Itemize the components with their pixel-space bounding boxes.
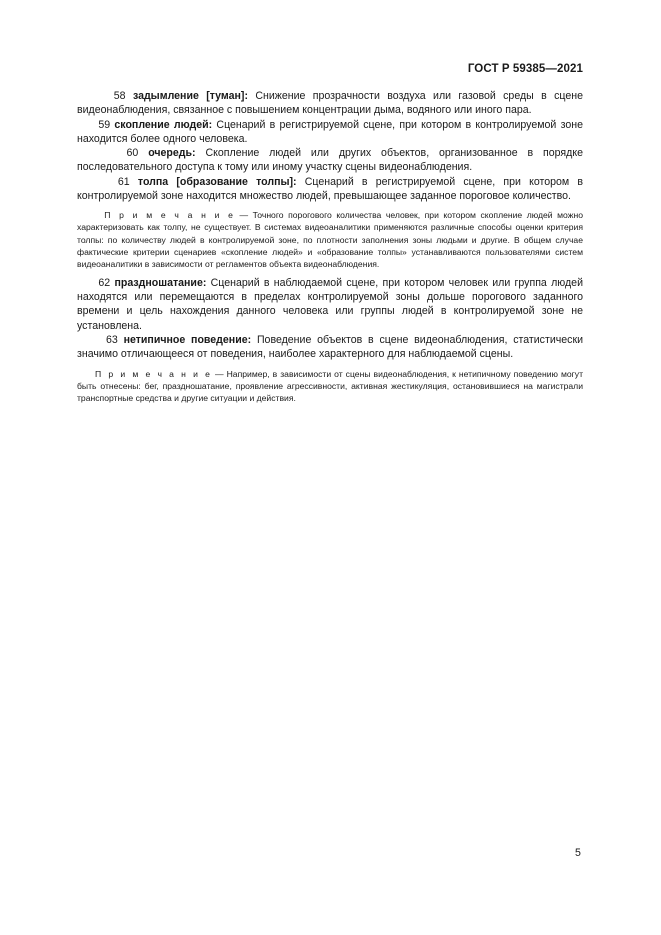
entry-number: 60 [126, 147, 139, 160]
definition-63 [77, 333, 583, 362]
entry-number: 62 [98, 276, 111, 289]
definition-59 [77, 118, 583, 147]
entry-number: 61 [117, 175, 130, 188]
definition-60 [77, 146, 583, 175]
entry-text: Поведение объектов в сцене видеонаблюдения, статистически значимо отличающееся от поведения, наиболее характерного для наблюдаемой сцены. [77, 334, 583, 361]
entry-text: Сценарий в регистрируемой сцене, при котором в контролируемой зоне находится множество людей, превышающее заданное пороговое количество. [77, 175, 583, 203]
entry-text: Сценарий в наблюдаемой сцене, при котором человек или группа людей находятся или перемещаются в пределах контролируемой зоны дольше порогового заданного времени и цель нахождения данного человека или группы людей в контролируемой зоне не установлена. [77, 276, 583, 332]
entry-term: толпа [образование толпы]: [137, 175, 297, 188]
note-text: — Например, в зависимости от сцены видеонаблюдения, к нетипичному поведению могут быть отнесены: бег, праздношатание, проявление агрессивности, активная жестикуляция, остановившиеся на магистрали транспортные средства и другие ситуации и действия. [77, 368, 584, 403]
definition-58 [77, 89, 583, 118]
entry-term: скопление людей: [114, 118, 213, 131]
entry-text: Скопление людей или других объектов, организованное в порядке последовательного доступа к тому или иному участку сцены видеонаблюдения. [77, 147, 583, 174]
note-text: — Точного порогового количества человек, при котором скопление людей можно характеризовать как толпу, не существует. В системах видеоаналитики применяются различные способы оценки критерия толпы: по количеству людей в контролируемой зоне, по плотности заполнения зоны людьми и другие. В общем случае фактические критерии сценариев «скопление людей» и «образование толпы» устанавливаются пользователями систем видеоаналитики в зависимости от регламентов объекта видеонаблюдения. [77, 210, 584, 269]
note-label: П р и м е ч а н и е [95, 368, 212, 379]
entry-text: Сценарий в регистрируемой сцене, при котором в контролируемой зоне находится более одного человека. [77, 118, 583, 145]
definition-61 [77, 175, 583, 204]
entry-number: 59 [98, 118, 111, 131]
document-header: ГОСТ Р 59385—2021 [467, 63, 583, 75]
definition-62 [77, 276, 583, 333]
entry-term: праздношатание: [114, 276, 207, 289]
note-atypical [77, 368, 583, 404]
note-crowd [77, 209, 583, 269]
entry-term: очередь: [148, 147, 196, 160]
note-label: П р и м е ч а н и е [104, 210, 235, 221]
entry-number: 58 [113, 90, 126, 102]
entry-term: нетипичное поведение: [123, 334, 252, 347]
page-number: 5 [575, 847, 581, 859]
entry-text: Снижение прозрачности воздуха или газовой среды в сцене видеонаблюдения, связанное с повышением концентрации дыма, водяного или иного пара. [77, 90, 583, 117]
entry-number: 63 [105, 334, 118, 347]
page-content [77, 89, 583, 410]
entry-term: задымление [туман]: [132, 90, 248, 102]
